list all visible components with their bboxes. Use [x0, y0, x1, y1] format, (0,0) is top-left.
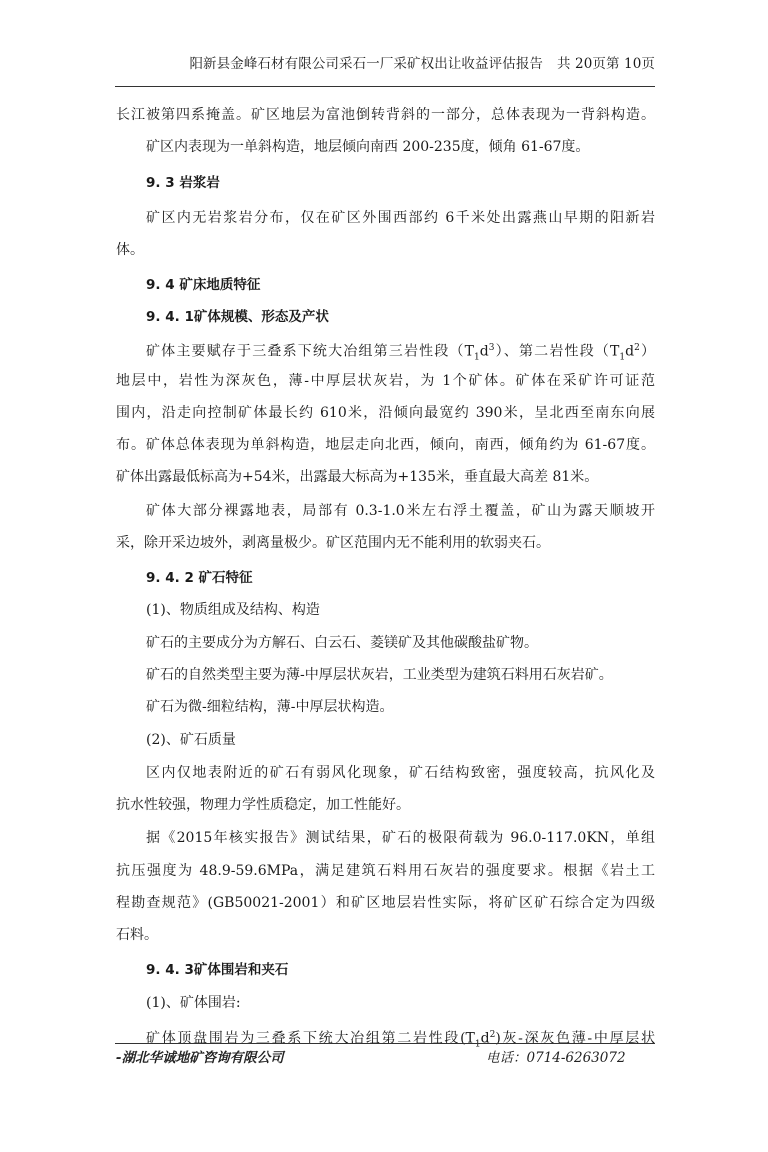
paragraph-line: 长江被第四系掩盖。矿区地层为富池倒转背斜的一部分，总体表现为一背斜构造。 — [116, 107, 655, 123]
paragraph-line: 矿区内表现为一单斜构造，地层倾向南西 200-235度，倾角 61-67度。 — [146, 139, 590, 155]
paragraph-line: 抗水性较强，物理力学性质稳定，加工性能好。 — [116, 797, 410, 813]
paragraph-line: 矿体大部分裸露地表，局部有 0.3-1.0米左右浮土覆盖，矿山为露天顺坡开 — [146, 503, 655, 519]
footer-company: -湖北华诚地矿咨询有限公司 — [116, 1050, 284, 1066]
paragraph-line: 布。矿体总体表现为单斜构造，地层走向北西，倾向，南西，倾角约为 61-67度。 — [116, 437, 655, 453]
section-heading-9-4-1: 9. 4. 1矿体规模、形态及产状 — [146, 309, 329, 325]
page-count: 共 20页第 10页 — [557, 56, 655, 72]
paragraph-line: 矿石为微-细粒结构，薄-中厚层状构造。 — [146, 699, 394, 715]
paragraph-line: (2)、矿石质量 — [146, 732, 236, 748]
section-heading-9-4-2: 9. 4. 2 矿石特征 — [146, 570, 253, 586]
page-header — [115, 52, 655, 87]
paragraph-line: 采，除开采边坡外，剥离量极少。矿区范围内无不能利用的软弱夹石。 — [116, 535, 550, 551]
section-heading-9-3: 9. 3 岩浆岩 — [146, 175, 220, 191]
report-title: 阳新县金峰石材有限公司采石一厂采矿权出让收益评估报告 — [189, 56, 544, 72]
paragraph-line: (1)、矿体围岩: — [146, 995, 241, 1011]
paragraph-line: 石料。 — [116, 927, 158, 943]
paragraph-line: 矿石的自然类型主要为薄-中厚层状灰岩，工业类型为建筑石料用石灰岩矿。 — [146, 667, 613, 683]
section-heading-9-4-3: 9. 4. 3矿体围岩和夹石 — [146, 962, 289, 978]
paragraph-line: 矿石的主要成分为方解石、白云石、菱镁矿及其他碳酸盐矿物。 — [146, 635, 538, 651]
footer-divider — [115, 1043, 655, 1044]
paragraph-line: 区内仅地表附近的矿石有弱风化现象，矿石结构致密，强度较高，抗风化及 — [146, 765, 655, 781]
section-heading-9-4: 9. 4 矿床地质特征 — [146, 277, 261, 293]
paragraph-line: 矿体出露最低标高为+54米，出露最大标高为+135米，垂直最大高差 81米。 — [116, 469, 599, 485]
paragraph-line-with-formula: 矿体主要赋存于三叠系下统大冶组第三岩性段$(T_1d^3)$、第二岩性段$(T_1d^2)$ — [146, 343, 655, 363]
paragraph-line: 程勘查规范》(GB50021-2001）和矿区地层岩性实际，将矿区矿石综合定为四级 — [116, 895, 655, 911]
paragraph-line: (1)、物质组成及结构、构造 — [146, 602, 320, 618]
paragraph-line-with-formula: 矿体顶盘围岩为三叠系下统大冶组第二岩性段$(T_1d^2)$灰-深灰色薄-中厚层状 — [146, 1030, 655, 1050]
paragraph-line: 围内，沿走向控制矿体最长约 610米，沿倾向最宽约 390米，呈北西至南东向展 — [116, 405, 655, 421]
paragraph-line: 据《2015年核实报告》测试结果，矿石的极限荷载为 96.0-117.0KN，单组 — [146, 830, 655, 846]
paragraph-line: 体。 — [116, 242, 144, 258]
paragraph-line: 矿区内无岩浆岩分布，仅在矿区外围西部约 6千米处出露燕山早期的阳新岩 — [146, 210, 655, 226]
paragraph-line: 地层中，岩性为深灰色，薄-中厚层状灰岩，为 1个矿体。矿体在采矿许可证范 — [116, 373, 655, 389]
paragraph-line: 抗压强度为 48.9-59.6MPa，满足建筑石料用石灰岩的强度要求。根据《岩土工 — [116, 863, 655, 879]
footer-phone: 电话：0714-6263072 — [486, 1050, 626, 1066]
